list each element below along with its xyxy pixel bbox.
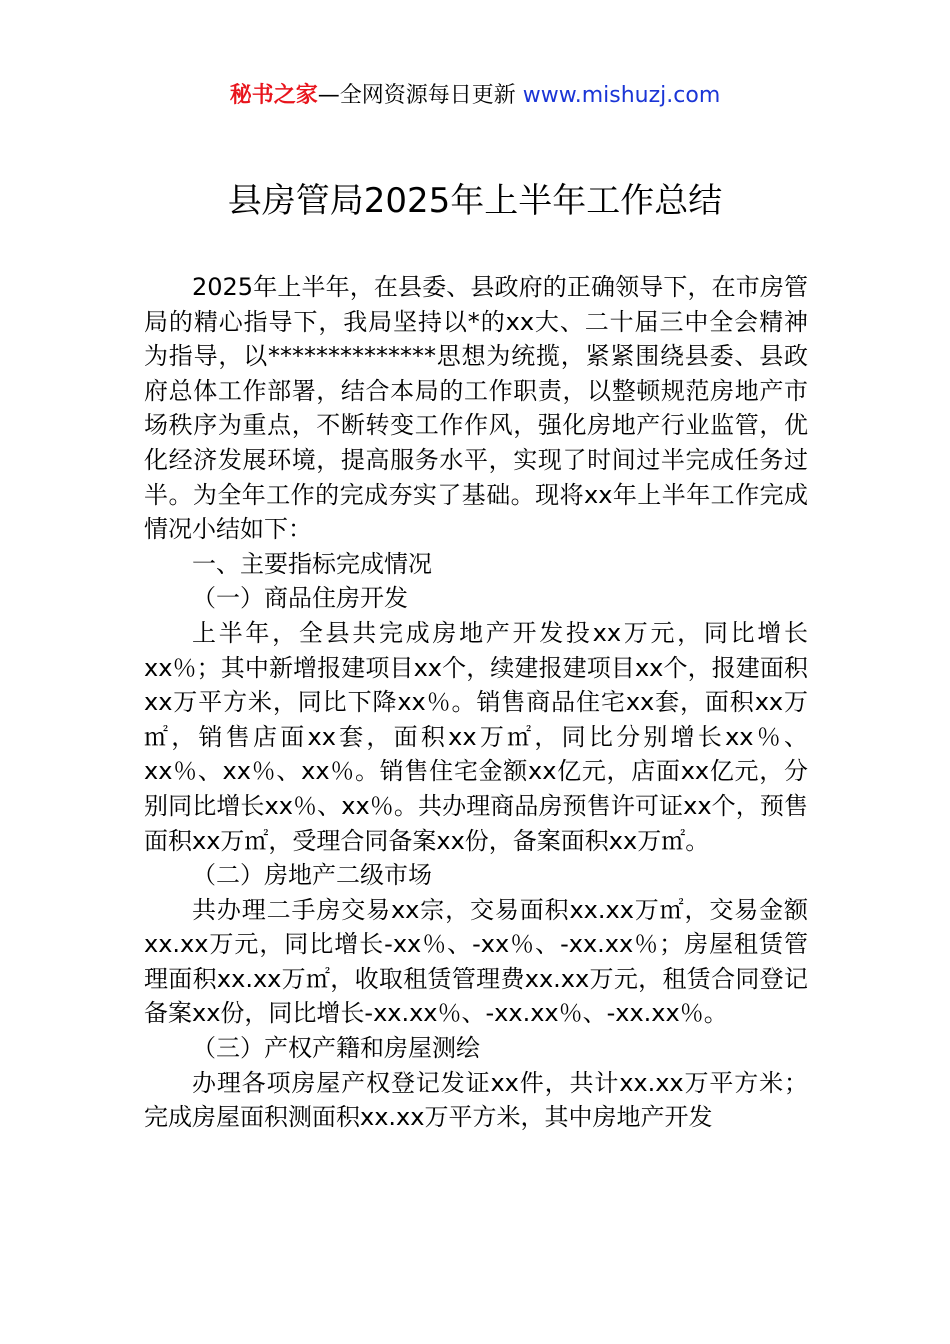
- subsection-heading-property-rights: （三）产权产籍和房屋测绘: [192, 1034, 480, 1063]
- site-header: [0, 80, 950, 112]
- subsection-heading-housing-development: （一）商品住房开发: [192, 584, 408, 613]
- subsection-heading-secondary-market: （二）房地产二级市场: [192, 861, 432, 890]
- paragraph-secondary-market: 共办理二手房交易xx宗，交易面积xx.xx万㎡，交易金额xx.xx万元，同比增长-xx％、-xx％、-xx.xx％；房屋租赁管理面积xx.xx万㎡，收取租赁管理费xx.xx万元，租赁合同登记备案xx份，同比增长-xx.xx％、-xx.xx％、-xx.xx％。: [144, 895, 808, 1028]
- site-url-link[interactable]: www.mishuzj.com: [522, 83, 721, 108]
- intro-paragraph: 2025年上半年，在县委、县政府的正确领导下，在市房管局的精心指导下，我局坚持以*的xx大、二十届三中全会精神为指导，以**************思想为统揽，紧紧围绕县委、县政府总体工作部署，结合本局的工作职责，以整顿规范房地产市场秩序为重点，不断转变工作作风，强化房地产行业监管，优化经济发展环境，提高服务水平，实现了时间过半完成任务过半。为全年工作的完成夯实了基础。现将xx年上半年工作完成情况小结如下：: [144, 273, 808, 544]
- site-brand: 秘书之家: [229, 83, 318, 108]
- paragraph-property-rights: 办理各项房屋产权登记发证xx件，共计xx.xx万平方米；完成房屋面积测面积xx.xx万平方米，其中房地产开发: [144, 1068, 808, 1132]
- paragraph-housing-development: 上半年，全县共完成房地产开发投xx万元，同比增长xx％；其中新增报建项目xx个，续建报建项目xx个，报建面积xx万平方米，同比下降xx％。销售商品住宅xx套，面积xx万㎡，销售店面xx套，面积xx万㎡，同比分别增长xx％、xx％、xx％、xx％。销售住宅金额xx亿元，店面xx亿元，分别同比增长xx％、xx％。共办理商品房预售许可证xx个，预售面积xx万㎡，受理合同备案xx份，备案面积xx万㎡。: [144, 618, 808, 855]
- document-title: 县房管局2025年上半年工作总结: [227, 181, 723, 221]
- document-body: [144, 270, 808, 1135]
- section-heading-main-indicators: 一、主要指标完成情况: [192, 549, 432, 578]
- site-tagline: —全网资源每日更新: [317, 83, 523, 108]
